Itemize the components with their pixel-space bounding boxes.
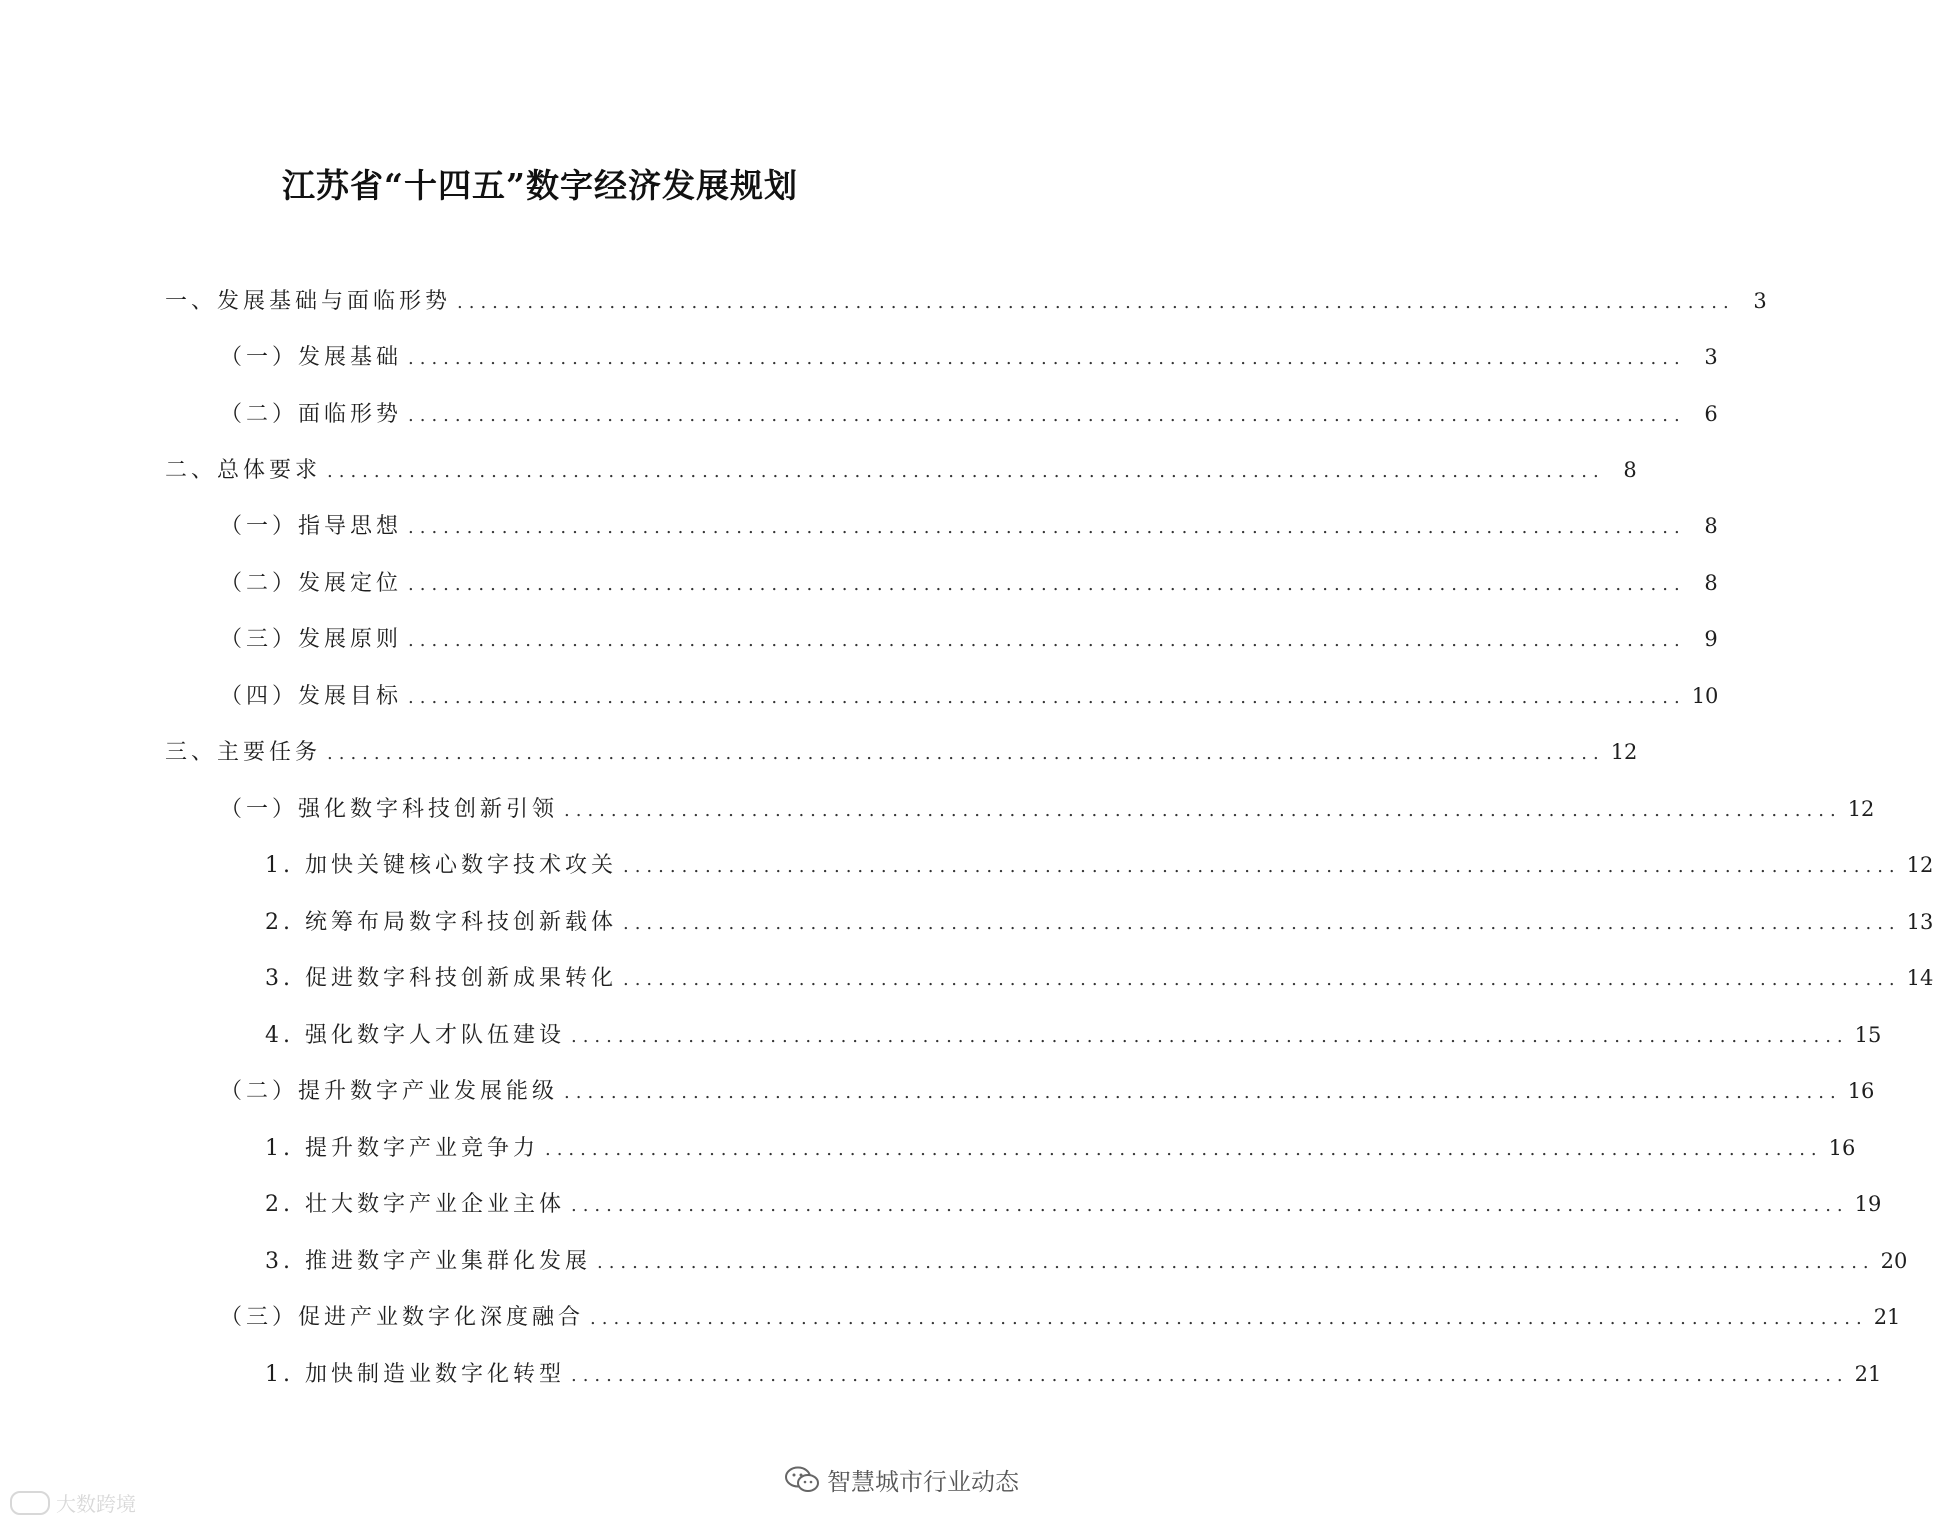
- toc-label: 4. 强化数字人才队伍建设: [265, 1023, 565, 1048]
- dot-leader: .............................................................................................................: [590, 1308, 1868, 1329]
- toc-entry[interactable]: [265, 1020, 1882, 1050]
- document-title: 江苏省“十四五”数字经济发展规划: [282, 166, 798, 205]
- toc-label: （二）提升数字产业发展能级: [220, 1079, 559, 1104]
- toc-entry[interactable]: [220, 342, 1718, 372]
- toc-label: （二）面临形势: [220, 402, 403, 427]
- toc-label: （三）促进产业数字化深度融合: [220, 1305, 585, 1330]
- toc-page-number: 3: [1753, 289, 1767, 313]
- toc-label: 1. 加快关键核心数字技术攻关: [265, 853, 617, 878]
- toc-entry[interactable]: [265, 907, 1933, 937]
- dot-leader: .............................................................................................................: [564, 800, 1842, 821]
- toc-entry[interactable]: [265, 1359, 1882, 1389]
- dot-leader: .............................................................................................................: [408, 687, 1686, 708]
- toc-entry[interactable]: [220, 399, 1718, 429]
- dot-leader: .............................................................................................................: [327, 743, 1605, 764]
- toc-label: （一）发展基础: [220, 345, 403, 370]
- watermark-left-text: 大数跨境: [56, 1492, 136, 1516]
- toc-page-number: 12: [1906, 853, 1933, 877]
- dot-leader: .............................................................................................................: [564, 1082, 1842, 1103]
- dot-leader: .............................................................................................................: [596, 1252, 1875, 1273]
- watermark-right: [785, 1462, 1019, 1497]
- toc-page-number: 16: [1847, 1079, 1875, 1103]
- toc-entry[interactable]: [265, 850, 1933, 880]
- toc-entry[interactable]: [220, 1076, 1875, 1106]
- toc-label: （四）发展目标: [220, 684, 403, 709]
- dot-leader: .............................................................................................................: [570, 1026, 1849, 1047]
- dot-leader: .............................................................................................................: [408, 630, 1686, 651]
- toc-page-number: 14: [1906, 966, 1933, 990]
- toc-entry[interactable]: [220, 681, 1719, 711]
- toc-entry[interactable]: [165, 737, 1638, 767]
- toc-page-number: 9: [1704, 627, 1718, 651]
- dot-leader: .............................................................................................................: [408, 348, 1686, 369]
- wechat-icon: [785, 1466, 819, 1494]
- toc-page-number: 16: [1828, 1136, 1856, 1160]
- toc-label: 2. 统筹布局数字科技创新载体: [265, 910, 617, 935]
- watermark-logo-icon: [10, 1491, 50, 1515]
- toc-label: （一）指导思想: [220, 514, 403, 539]
- watermark-right-text: 智慧城市行业动态: [827, 1468, 1019, 1496]
- toc-page-number: 12: [1847, 797, 1875, 821]
- toc-label: （一）强化数字科技创新引领: [220, 797, 559, 822]
- toc-label: 一、发展基础与面临形势: [165, 289, 452, 314]
- toc-page-number: 8: [1623, 458, 1637, 482]
- dot-leader: .............................................................................................................: [457, 292, 1735, 313]
- toc-label: 1. 提升数字产业竞争力: [265, 1136, 539, 1161]
- toc-label: （二）发展定位: [220, 571, 403, 596]
- toc-page-number: 3: [1704, 345, 1718, 369]
- toc-entry[interactable]: [265, 963, 1933, 993]
- toc-label: 2. 壮大数字产业企业主体: [265, 1192, 565, 1217]
- toc-entry[interactable]: [220, 568, 1718, 598]
- dot-leader: .............................................................................................................: [570, 1365, 1849, 1386]
- toc-page-number: 19: [1854, 1192, 1882, 1216]
- toc-label: 3. 促进数字科技创新成果转化: [265, 966, 617, 991]
- toc-label: 1. 加快制造业数字化转型: [265, 1362, 565, 1387]
- dot-leader: .............................................................................................................: [408, 517, 1686, 538]
- dot-leader: .............................................................................................................: [327, 461, 1605, 482]
- toc-page-number: 12: [1610, 740, 1638, 764]
- dot-leader: .............................................................................................................: [408, 574, 1686, 595]
- toc-label: （三）发展原则: [220, 627, 403, 652]
- toc-page-number: 8: [1704, 571, 1718, 595]
- toc-page-number: 20: [1880, 1249, 1908, 1273]
- toc-label: 三、主要任务: [165, 740, 322, 765]
- toc-label: 二、总体要求: [165, 458, 322, 483]
- toc-label: 3. 推进数字产业集群化发展: [265, 1249, 591, 1274]
- toc-entry[interactable]: [220, 511, 1718, 541]
- toc-entry[interactable]: [265, 1133, 1856, 1163]
- toc-page-number: 10: [1691, 684, 1719, 708]
- toc-page-number: 6: [1704, 402, 1718, 426]
- dot-leader: .............................................................................................................: [570, 1195, 1849, 1216]
- dot-leader: .............................................................................................................: [622, 969, 1901, 990]
- toc-entry[interactable]: [165, 286, 1767, 316]
- toc-entry[interactable]: [165, 455, 1637, 485]
- toc-entry[interactable]: [265, 1189, 1882, 1219]
- toc-entry[interactable]: [220, 794, 1875, 824]
- watermark-left: [10, 1488, 136, 1517]
- toc-entry[interactable]: [265, 1246, 1908, 1276]
- toc-entry[interactable]: [220, 624, 1718, 654]
- dot-leader: .............................................................................................................: [544, 1139, 1823, 1160]
- toc-page-number: 21: [1854, 1362, 1882, 1386]
- dot-leader: .............................................................................................................: [408, 405, 1686, 426]
- toc-page-number: 8: [1704, 514, 1718, 538]
- dot-leader: .............................................................................................................: [622, 913, 1901, 934]
- toc-page-number: 13: [1906, 910, 1933, 934]
- toc-entry[interactable]: [220, 1302, 1901, 1332]
- toc-page-number: 21: [1873, 1305, 1901, 1329]
- dot-leader: .............................................................................................................: [622, 856, 1901, 877]
- toc-page-number: 15: [1854, 1023, 1882, 1047]
